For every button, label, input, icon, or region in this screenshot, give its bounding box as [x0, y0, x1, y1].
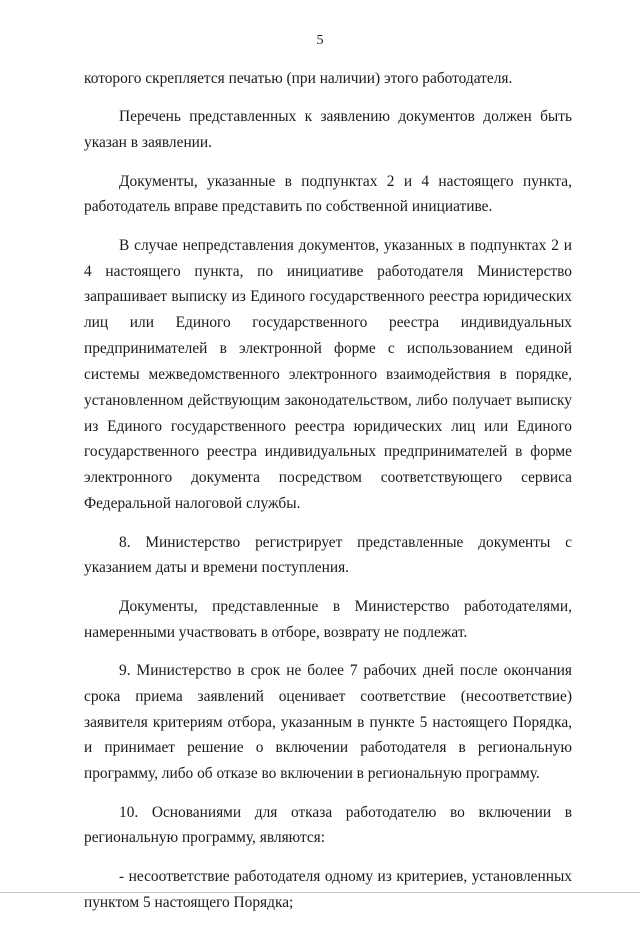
paragraph-documents-list: Перечень представленных к заявлению документов должен быть указан в заявлении.: [84, 108, 572, 152]
page-number: 5: [316, 33, 324, 48]
paragraph-refusal-reason-1: - несоответствие работодателя одному из критериев, установленных пунктом 5 настоящего Порядка;: [84, 867, 572, 911]
document-body: [84, 66, 572, 928]
paragraph-item-9: 9. Министерство в срок не более 7 рабочих дней после окончания срока приема заявлений оценивает соответствие (несоответствие) заявителя критериям отбора, указанным в пункте 5 настоящего Порядка, и принимает решение о включении работодателя в региональную программу, либо об отказе во включении в региональную программу.: [84, 661, 572, 783]
paragraph-item-10: 10. Основаниями для отказа работодателю во включении в региональную программу, являются:: [84, 803, 572, 847]
paragraph-registry-extract: В случае непредставления документов, указанных в подпунктах 2 и 4 настоящего пункта, по инициативе работодателя Министерство запрашивает выписку из Единого государственного реестра юридических лиц или Единого государственного реестра индивидуальных предпринимателей в электронной форме с использованием единой системы межведомственного электронного взаимодействия в порядке, установленном действующим законодательством, либо получает выписку из Единого государственного реестра юридических лиц или Единого государственного реестра индивидуальных предпринимателей в форме электронного документа посредством соответствующего сервиса Федеральной налоговой службы.: [84, 236, 572, 513]
paragraph-no-return: Документы, представленные в Министерство работодателями, намеренными участвовать в отборе, возврату не подлежат.: [84, 597, 572, 641]
scan-edge-line: [0, 892, 640, 893]
paragraph-continuation: которого скрепляется печатью (при наличии) этого работодателя.: [84, 70, 513, 87]
paragraph-own-initiative: Документы, указанные в подпунктах 2 и 4 настоящего пункта, работодатель вправе представить по собственной инициативе.: [84, 172, 572, 216]
paragraph-item-8: 8. Министерство регистрирует представленные документы с указанием даты и времени поступления.: [84, 533, 572, 577]
